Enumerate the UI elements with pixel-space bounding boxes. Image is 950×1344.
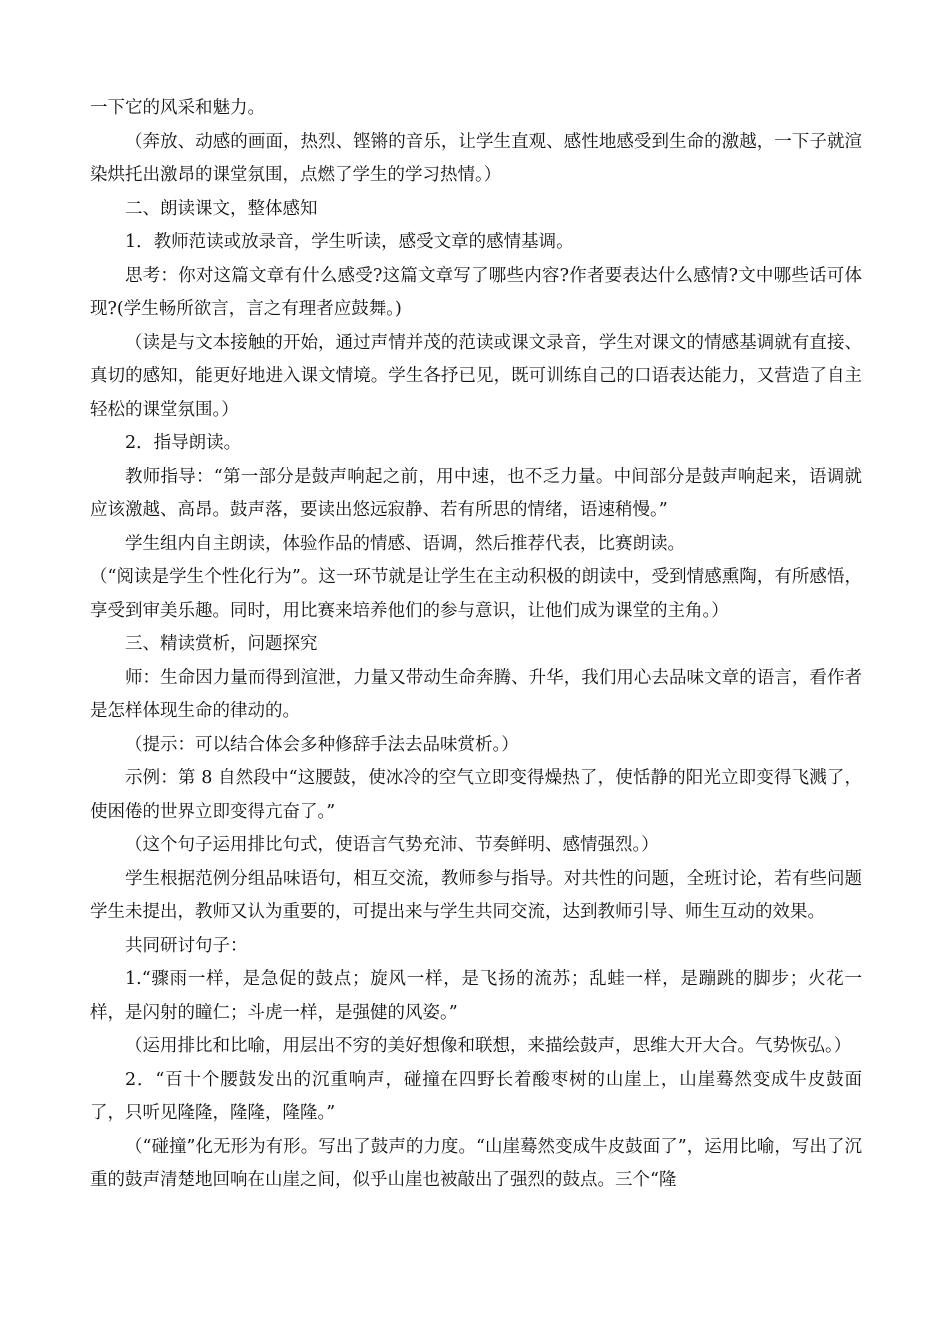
paragraph: 1.“骤雨一样，是急促的鼓点；旋风一样，是飞扬的流苏；乱蛙一样，是蹦跳的脚步；火花一样，是闪射的瞳仁；斗虎一样，是强健的风姿。”	[90, 969, 862, 1023]
paragraph: 思考：你对这篇文章有什么感受?这篇文章写了哪些内容?作者要表达什么感情?文中哪些话可体现?(学生畅所欲言，言之有理者应鼓舞。)	[90, 265, 862, 319]
paragraph: （这个句子运用排比句式，使语言气势充沛、节奏鲜明、感情强烈。）	[125, 835, 659, 855]
paragraph: （运用排比和比喻，用层出不穷的美好想像和联想，来描绘鼓声，思维大开大合。气势恢弘。）	[125, 1036, 852, 1056]
paragraph: 学生组内自主朗读，体验作品的情感、语调，然后推荐代表，比赛朗读。	[125, 533, 685, 554]
paragraph: （“碰撞”化无形为有形。写出了鼓声的力度。“山崖蓦然变成牛皮鼓面了”，运用比喻，写出了沉重的鼓声清楚地回响在山崖之间，似乎山崖也被敲出了强烈的鼓点。三个“隆	[90, 1136, 862, 1190]
paragraph: （奔放、动感的画面，热烈、铿锵的音乐，让学生直观、感性地感受到生命的激越，一下子就渲染烘托出激昂的课堂氛围，点燃了学生的学习热情。）	[90, 131, 862, 185]
paragraph: 2．“百十个腰鼓发出的沉重响声，碰撞在四野长着酸枣树的山崖上，山崖蓦然变成牛皮鼓面了，只听见隆隆，隆隆，隆隆。”	[90, 1069, 862, 1123]
paragraph: 1．教师范读或放录音，学生听读，感受文章的感情基调。	[125, 232, 574, 252]
paragraph: 师：生命因力量而得到渲泄，力量又带动生命奔腾、升华，我们用心去品味文章的语言，看作者是怎样体现生命的律动的。	[90, 667, 862, 721]
paragraph: （读是与文本接触的开始，通过声情并茂的范读或课文录音，学生对课文的情感基调就有直接、真切的感知，能更好地进入课文情境。学生各抒已见，既可训练自己的口语表达能力，又营造了自主轻松的课堂氛围。）	[90, 332, 862, 420]
paragraph: （“阅读是学生个性化行为”。这一环节就是让学生在主动积极的朗读中，受到情感熏陶，有所感悟，享受到审美乐趣。同时，用比赛来培养他们的参与意识，让他们成为课堂的主角。）	[90, 567, 862, 621]
paragraph: 示例：第 8 自然段中“这腰鼓，使冰冷的空气立即变得燥热了，使恬静的阳光立即变得飞溅了，使困倦的世界立即变得亢奋了。”	[90, 768, 862, 822]
document-body	[90, 92, 862, 1198]
paragraph: 学生根据范例分组品味语句，相互交流，教师参与指导。对共性的问题，全班讨论，若有些问题学生未提出，教师又认为重要的，可提出来与学生共同交流，达到教师引导、师生互动的效果。	[90, 868, 862, 922]
section-heading: 三、精读赏析，问题探究	[125, 634, 318, 654]
paragraph: （提示：可以结合体会多种修辞手法去品味赏析。）	[125, 734, 519, 755]
paragraph: 一下它的风采和魅力。	[90, 98, 265, 118]
paragraph: 共同研讨句子：	[125, 935, 248, 956]
paragraph: 教师指导：“第一部分是鼓声响起之前，用中速，也不乏力量。中间部分是鼓声响起来，语调就应该激越、高昂。鼓声落，要读出悠远寂静、若有所思的情绪，语速稍慢。”	[90, 466, 862, 520]
paragraph: 2．指导朗读。	[125, 433, 242, 453]
section-heading: 二、朗读课文，整体感知	[125, 198, 318, 219]
